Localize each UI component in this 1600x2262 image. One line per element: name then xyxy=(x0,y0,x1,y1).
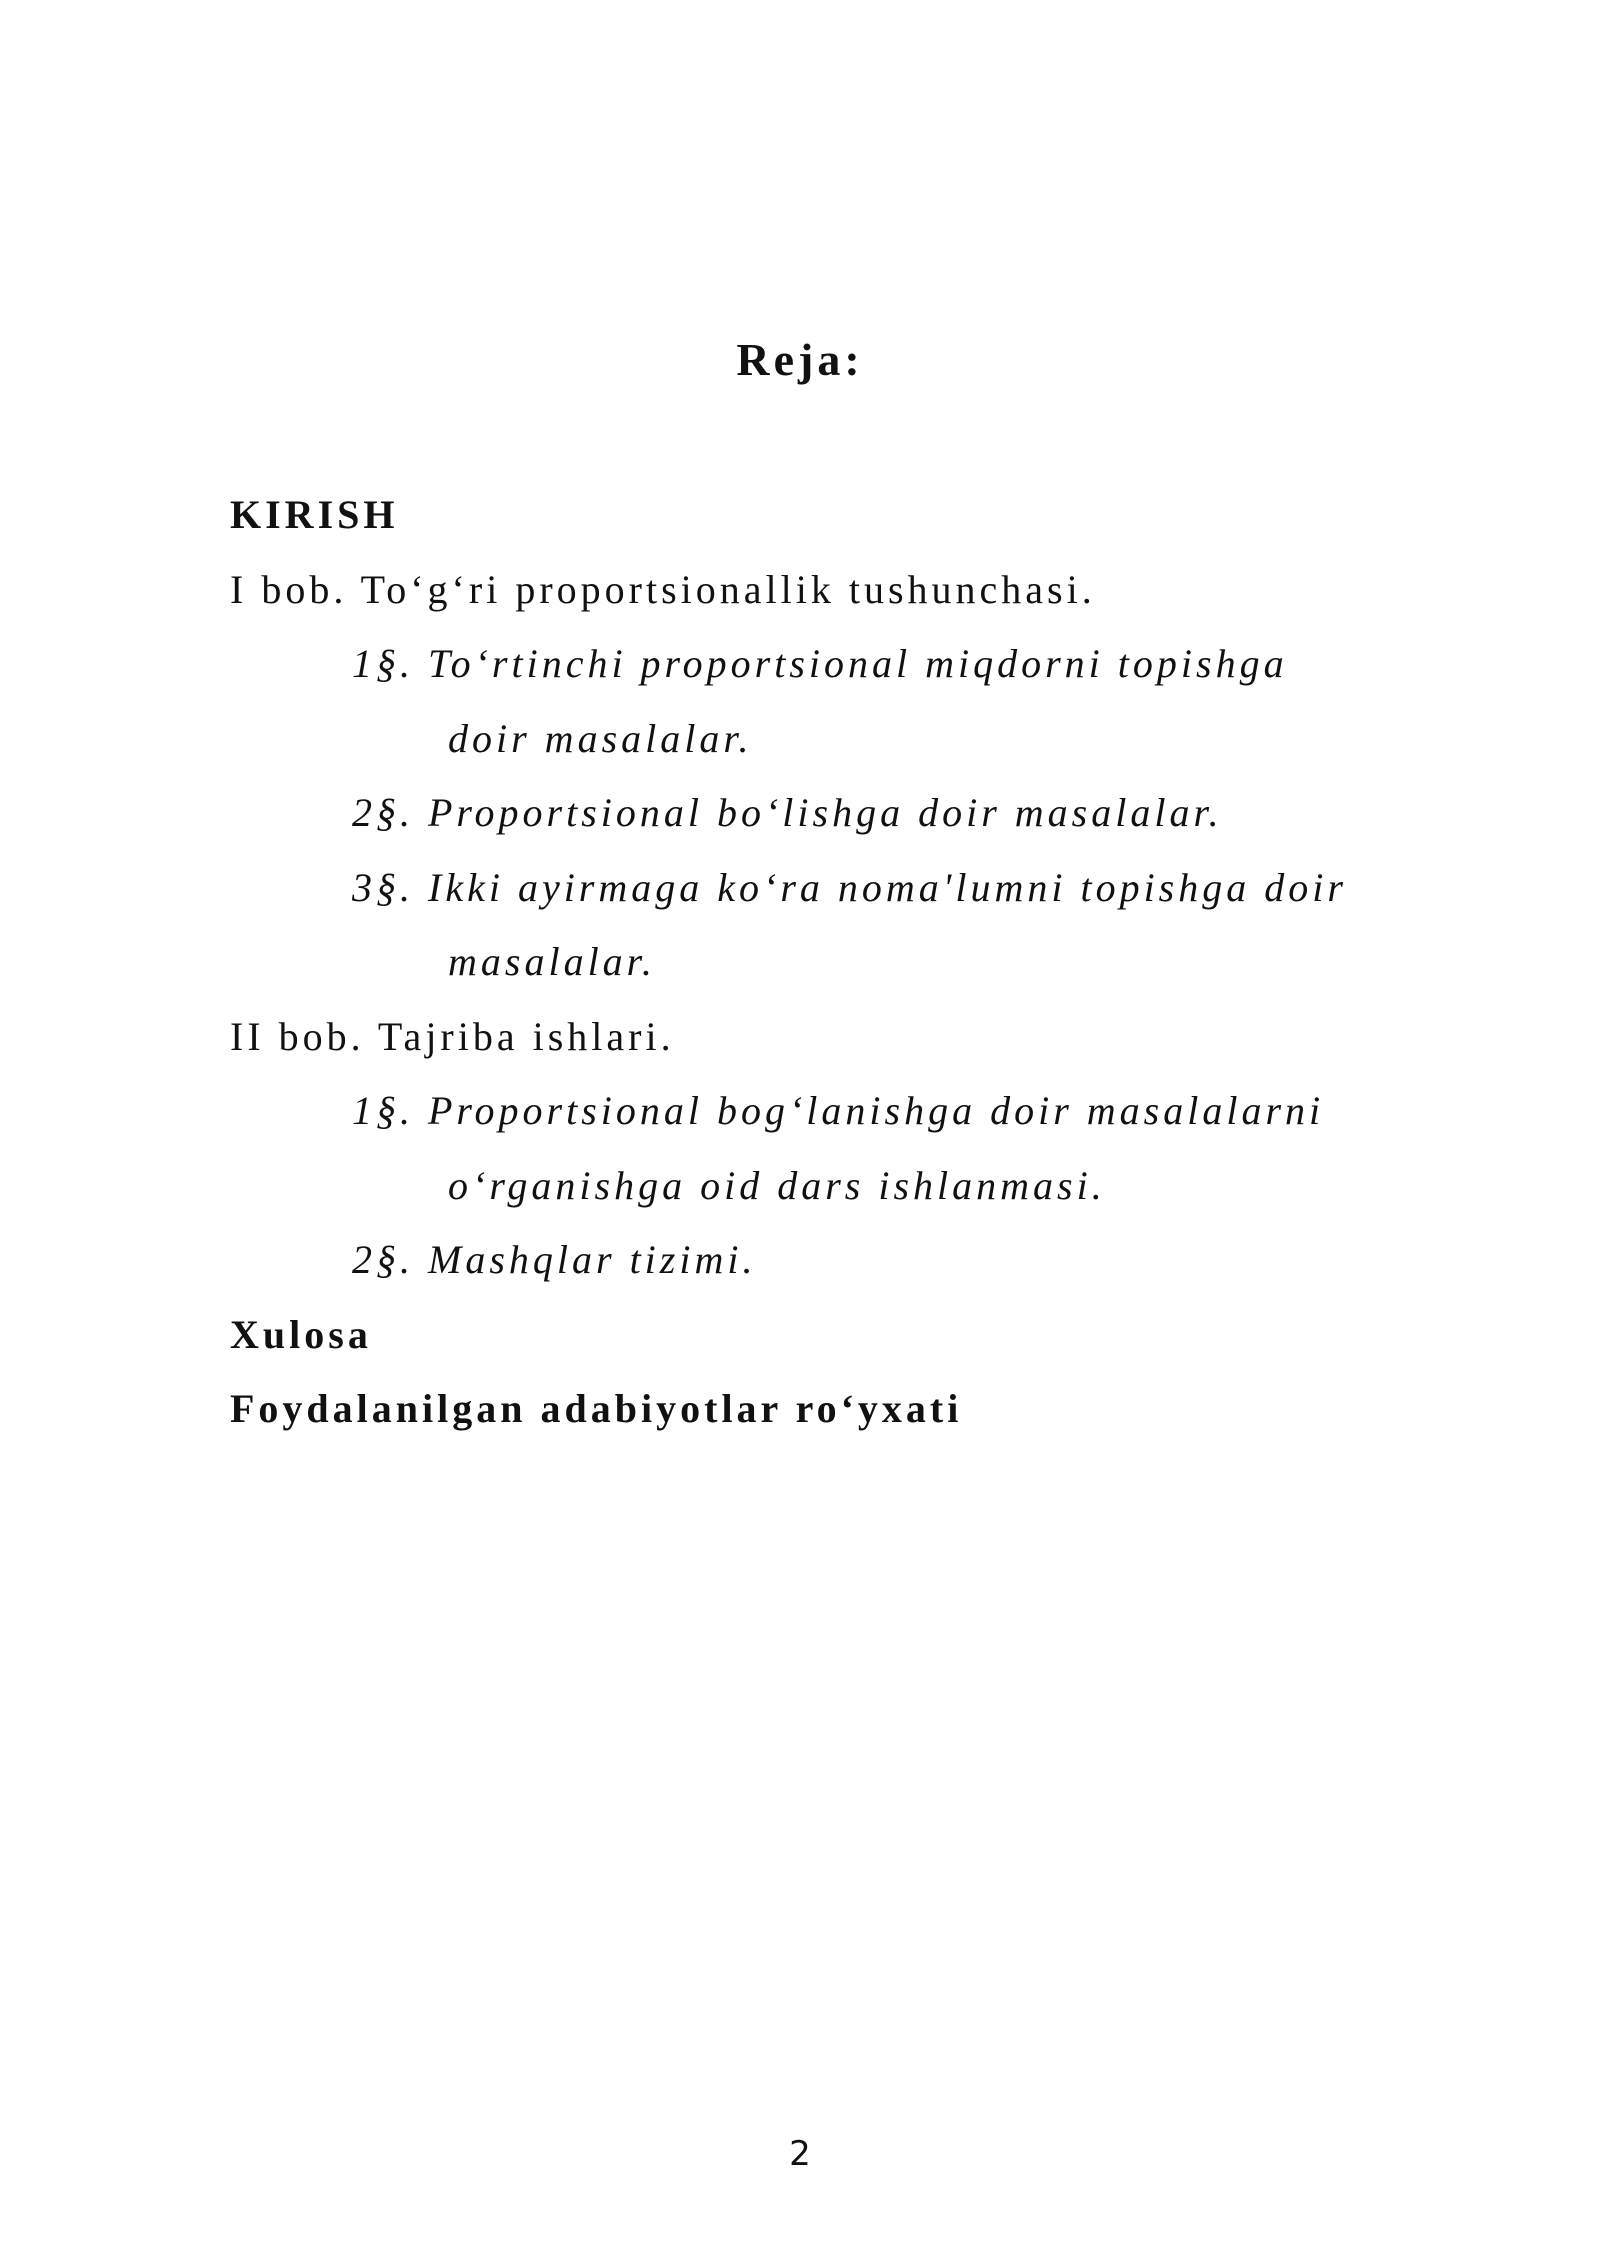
page-title: Reja: xyxy=(736,334,864,385)
toc-chapter-1-section-1: 1§. To‘rtinchi proportsional miqdorni topishga xyxy=(352,641,1288,686)
toc-chapter-2-section-1-continuation: o‘rganishga oid dars ishlanmasi. xyxy=(448,1162,1106,1208)
page-number: 2 xyxy=(789,2134,811,2174)
toc-chapter-1-section-3: 3§. Ikki ayirmaga ko‘ra noma'lumni topishga doir xyxy=(352,864,1347,910)
table-of-contents xyxy=(230,478,1460,1447)
toc-chapter-1-section-1-continuation: doir masalalar. xyxy=(448,715,753,761)
toc-chapter-2-title: II bob. Tajriba ishlari. xyxy=(230,1013,675,1059)
toc-chapter-1-title: I bob. To‘g‘ri proportsionallik tushunchasi. xyxy=(230,566,1096,612)
toc-intro: KIRISH xyxy=(230,492,399,537)
toc-references: Foydalanilgan adabiyotlar ro‘yxati xyxy=(230,1386,963,1431)
toc-chapter-2-section-2: 2§. Mashqlar tizimi. xyxy=(352,1237,757,1282)
toc-chapter-1-section-3-continuation: masalalar. xyxy=(448,939,656,984)
toc-chapter-2-section-1: 1§. Proportsional bog‘lanishga doir masalalarni xyxy=(352,1088,1325,1133)
toc-chapter-1-section-2: 2§. Proportsional bo‘lishga doir masalalar. xyxy=(352,790,1223,835)
toc-conclusion: Xulosa xyxy=(230,1311,372,1357)
